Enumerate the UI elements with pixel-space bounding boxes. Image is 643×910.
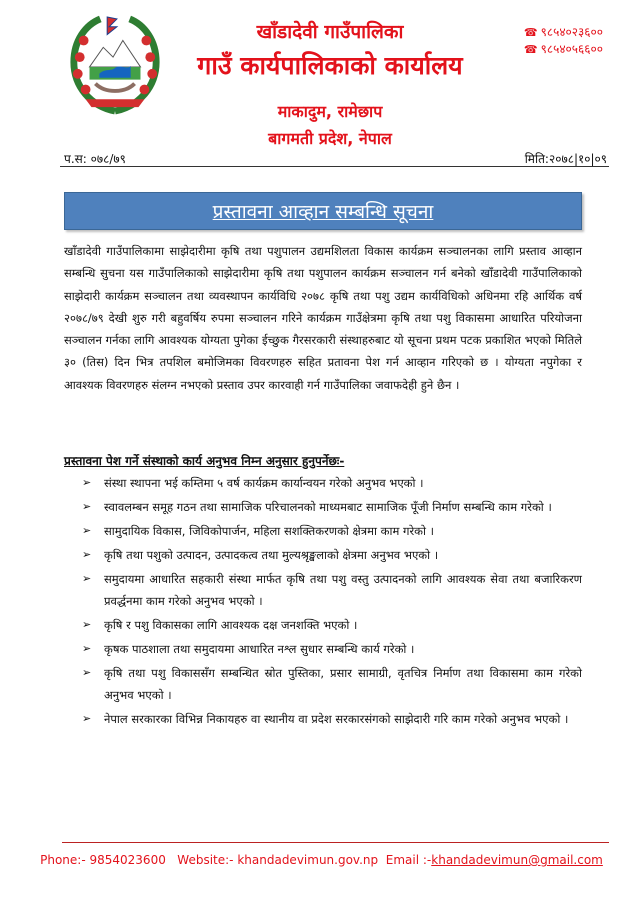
- phone-number: ९८५४०५६६००: [540, 42, 603, 56]
- list-item-text: कृषि र पशु विकासका लागि आवश्यक दक्ष जनशक्ति भएको ।: [104, 618, 358, 632]
- list-item: [64, 568, 582, 612]
- arrow-bullet-icon: ➢: [82, 572, 92, 585]
- list-item-text: कृषि तथा पशु विकाससँग सम्बन्धित स्रोत पुस्तिका, प्रसार सामाग्री, वृतचित्र निर्माण तथा विकासमा काम गरेको अनुभव भएको ।: [104, 666, 582, 702]
- footer-divider: [62, 842, 609, 843]
- footer-website-link[interactable]: khandadevimun.gov.np: [237, 853, 379, 867]
- nepal-emblem-logo: [66, 12, 164, 116]
- list-item-text: कृषक पाठशाला तथा समुदायमा आधारित नश्ल सुधार सम्बन्धि कार्य गरेको ।: [104, 642, 415, 656]
- municipality-name: खाँडादेवी गाउँपालिका: [256, 21, 404, 43]
- office-location: माकादुम, रामेछाप: [277, 102, 383, 121]
- arrow-bullet-icon: ➢: [82, 500, 92, 513]
- footer-phone: 9854023600: [89, 853, 166, 867]
- subject-banner: [64, 192, 582, 230]
- province-name: बागमती प्रदेश, नेपाल: [268, 129, 392, 148]
- phone-number: ९८५४०२३६००: [540, 25, 603, 39]
- arrow-bullet-icon: ➢: [82, 666, 92, 679]
- notice-body: खाँडादेवी गाउँपालिकामा साझेदारीमा कृषि तथा पशुपालन उद्यमशिलता विकास कार्यक्रम सञ्चालनका लागि प्रस्ताव आव्हान सम्बन्धि सुचना यस गाउँपालिकाको साझेदारीमा कृषि तथा पशुपालन कार्यक्रम सञ्चालन गर्न बनेको खाँडादेवी गाउँपालिकाको साझेदारी कार्यक्रम सञ्चालन तथा व्यवस्थापन कार्यविधि २०७८ कृषि तथा पशु उद्यम कार्यविधिको अधिनमा रहि आर्थिक वर्ष २०७८/७९ देखी शुरु गरी बहुवर्षिय रुपमा सञ्चालन गरिने कार्यक्रम गाउँक्षेत्रमा कृषि तथा पशु विकासमा आधारित परियोजना सञ्चालन गर्नका लागि आवश्यक योग्यता पुगेका ईच्छुक गैरसरकारी संस्थाहरुबाट यो सूचना प्रथम पटक प्रकाशित भएको मितिले ३० (तिस) दिन भित्र तपशिल बमोजिमका विवरणहरु सहित प्रतावना पेश गर्न आव्हान गरिएको छ । योग्यता नपुगेका र आवश्यक विवरणहरु संलग्न नभएको प्रस्ताव उपर कारवाही गर्न गाउँपालिका जवाफदेही हुने छैन ।: [64, 244, 582, 392]
- office-name: गाउँ कार्यपालिकाको कार्यालय: [197, 51, 463, 80]
- arrow-bullet-icon: ➢: [82, 618, 92, 631]
- list-item: [64, 708, 582, 730]
- header-divider: [60, 166, 609, 167]
- list-item: [64, 520, 582, 542]
- list-item-text: कृषि तथा पशुको उत्पादन, उत्पादकत्व तथा मुल्यश्रृङ्खलाको क्षेत्रमा अनुभव भएको ।: [104, 548, 439, 562]
- list-item-text: नेपाल सरकारका विभिन्न निकायहरु वा स्थानीय वा प्रदेश सरकारसंगको साझेदारी गरि काम गरेको अनुभव भएको ।: [104, 712, 569, 726]
- footer-email-link[interactable]: khandadevimun@gmail.com: [431, 853, 603, 867]
- list-item: [64, 496, 582, 518]
- telephone-icon: ☎: [523, 26, 538, 39]
- arrow-bullet-icon: ➢: [82, 642, 92, 655]
- list-item: [64, 544, 582, 566]
- footer-email-label: Email :-: [385, 853, 432, 867]
- arrow-bullet-icon: ➢: [82, 524, 92, 537]
- arrow-bullet-icon: ➢: [82, 476, 92, 489]
- arrow-bullet-icon: ➢: [82, 712, 92, 725]
- phone-line: [524, 24, 603, 41]
- list-item: [64, 614, 582, 636]
- reference-number: प.स: ०७८/७९: [64, 152, 126, 166]
- requirements-list: [64, 472, 582, 732]
- footer-contact: [0, 853, 643, 867]
- list-item: [64, 472, 582, 494]
- letter-date: मिति:२०७८|१०|०९: [524, 152, 607, 166]
- list-item-text: सामुदायिक विकास, जिविकोपार्जन, महिला सशक्तिकरणको क्षेत्रमा काम गरेको ।: [104, 524, 434, 538]
- list-item-text: स्वावलम्बन समूह गठन तथा सामाजिक परिचालनको माध्यमबाट सामाजिक पूँजी निर्माण सम्बन्धि काम गरेको ।: [104, 500, 552, 514]
- phone-line: [524, 41, 603, 58]
- footer-phone-label: Phone:-: [40, 853, 90, 867]
- footer-website-label: Website:-: [177, 853, 238, 867]
- list-item: [64, 638, 582, 660]
- subject-title: प्रस्तावना आव्हान सम्बन्धि सूचना: [212, 201, 434, 223]
- list-item-text: संस्था स्थापना भई कम्तिमा ५ वर्ष कार्यक्रम कार्यान्वयन गरेको अनुभव भएको ।: [104, 476, 424, 490]
- list-item-text: समुदायमा आधारित सहकारी संस्था मार्फत कृषि तथा पशु वस्तु उत्पादनको लागि आवश्यक सेवा तथा बजारिकरण प्रवर्द्धनमा काम गरेको अनुभव भएको ।: [104, 572, 582, 608]
- contact-phones: [524, 24, 603, 58]
- requirements-heading: प्रस्तावना पेश गर्ने संस्थाको कार्य अनुभव निम्न अनुसार हुनुपर्नेछः-: [64, 454, 345, 468]
- telephone-icon: ☎: [523, 43, 538, 56]
- arrow-bullet-icon: ➢: [82, 548, 92, 561]
- list-item: [64, 662, 582, 706]
